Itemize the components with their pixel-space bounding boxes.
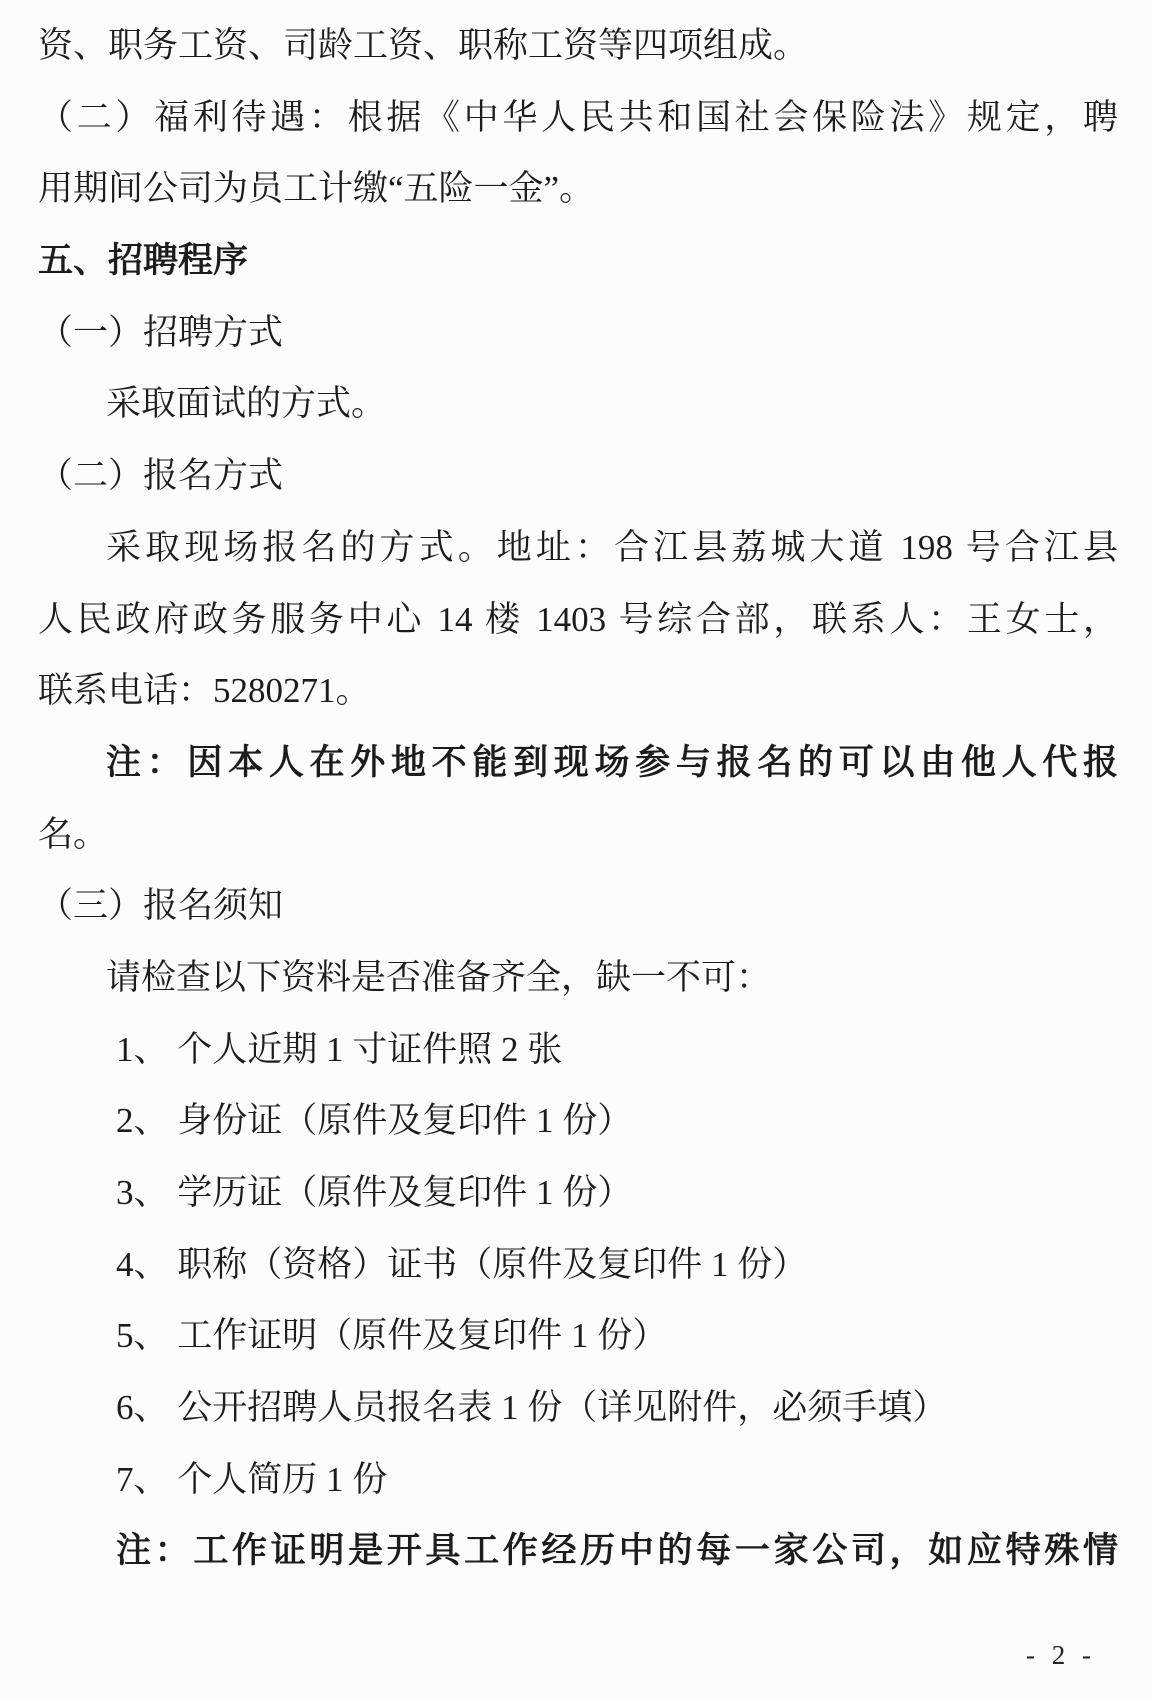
list-item: 6、 公开招聘人员报名表 1 份（详见附件，必须手填）: [116, 1388, 948, 1428]
subsection-heading: （三）报名须知: [38, 886, 284, 926]
doc-line: 联系电话：5280271。: [38, 671, 371, 711]
doc-line: 资、职务工资、司龄工资、职称工资等四项组成。: [38, 26, 809, 65]
doc-line: （二）福利待遇：根据《中华人民共和国社会保险法》规定，聘: [38, 97, 1118, 137]
page-number: - 2 -: [1026, 1640, 1096, 1670]
list-item: 7、 个人简历 1 份: [116, 1459, 388, 1499]
doc-line: 用期间公司为员工计缴“五险一金”。: [38, 169, 595, 209]
list-item: 1、 个人近期 1 寸证件照 2 张: [116, 1029, 563, 1069]
list-item: 3、 学历证（原件及复印件 1 份）: [116, 1173, 633, 1212]
list-item: 4、 职称（资格）证书（原件及复印件 1 份）: [116, 1244, 808, 1284]
list-item: 2、 身份证（原件及复印件 1 份）: [116, 1101, 633, 1141]
doc-line: 采取现场报名的方式。地址：合江县荔城大道 198 号合江县: [106, 527, 1118, 567]
section-heading: 五、招聘程序: [38, 241, 249, 281]
note-line: 注：工作证明是开具工作经历中的每一家公司，如应特殊情: [116, 1531, 1118, 1571]
subsection-heading: （二）报名方式: [38, 456, 284, 496]
subsection-heading: （一）招聘方式: [38, 312, 284, 352]
doc-line: 采取面试的方式。: [106, 384, 387, 424]
document-page: [38, 10, 1118, 1587]
doc-line: 人民政府政务服务中心 14 楼 1403 号综合部，联系人：王女士，: [38, 599, 1118, 639]
doc-line: 名。: [38, 814, 109, 854]
doc-line: 请检查以下资料是否准备齐全，缺一不可：: [106, 957, 772, 997]
list-item: 5、 工作证明（原件及复印件 1 份）: [116, 1316, 668, 1356]
note-line: 注：因本人在外地不能到现场参与报名的可以由他人代报: [106, 742, 1118, 782]
